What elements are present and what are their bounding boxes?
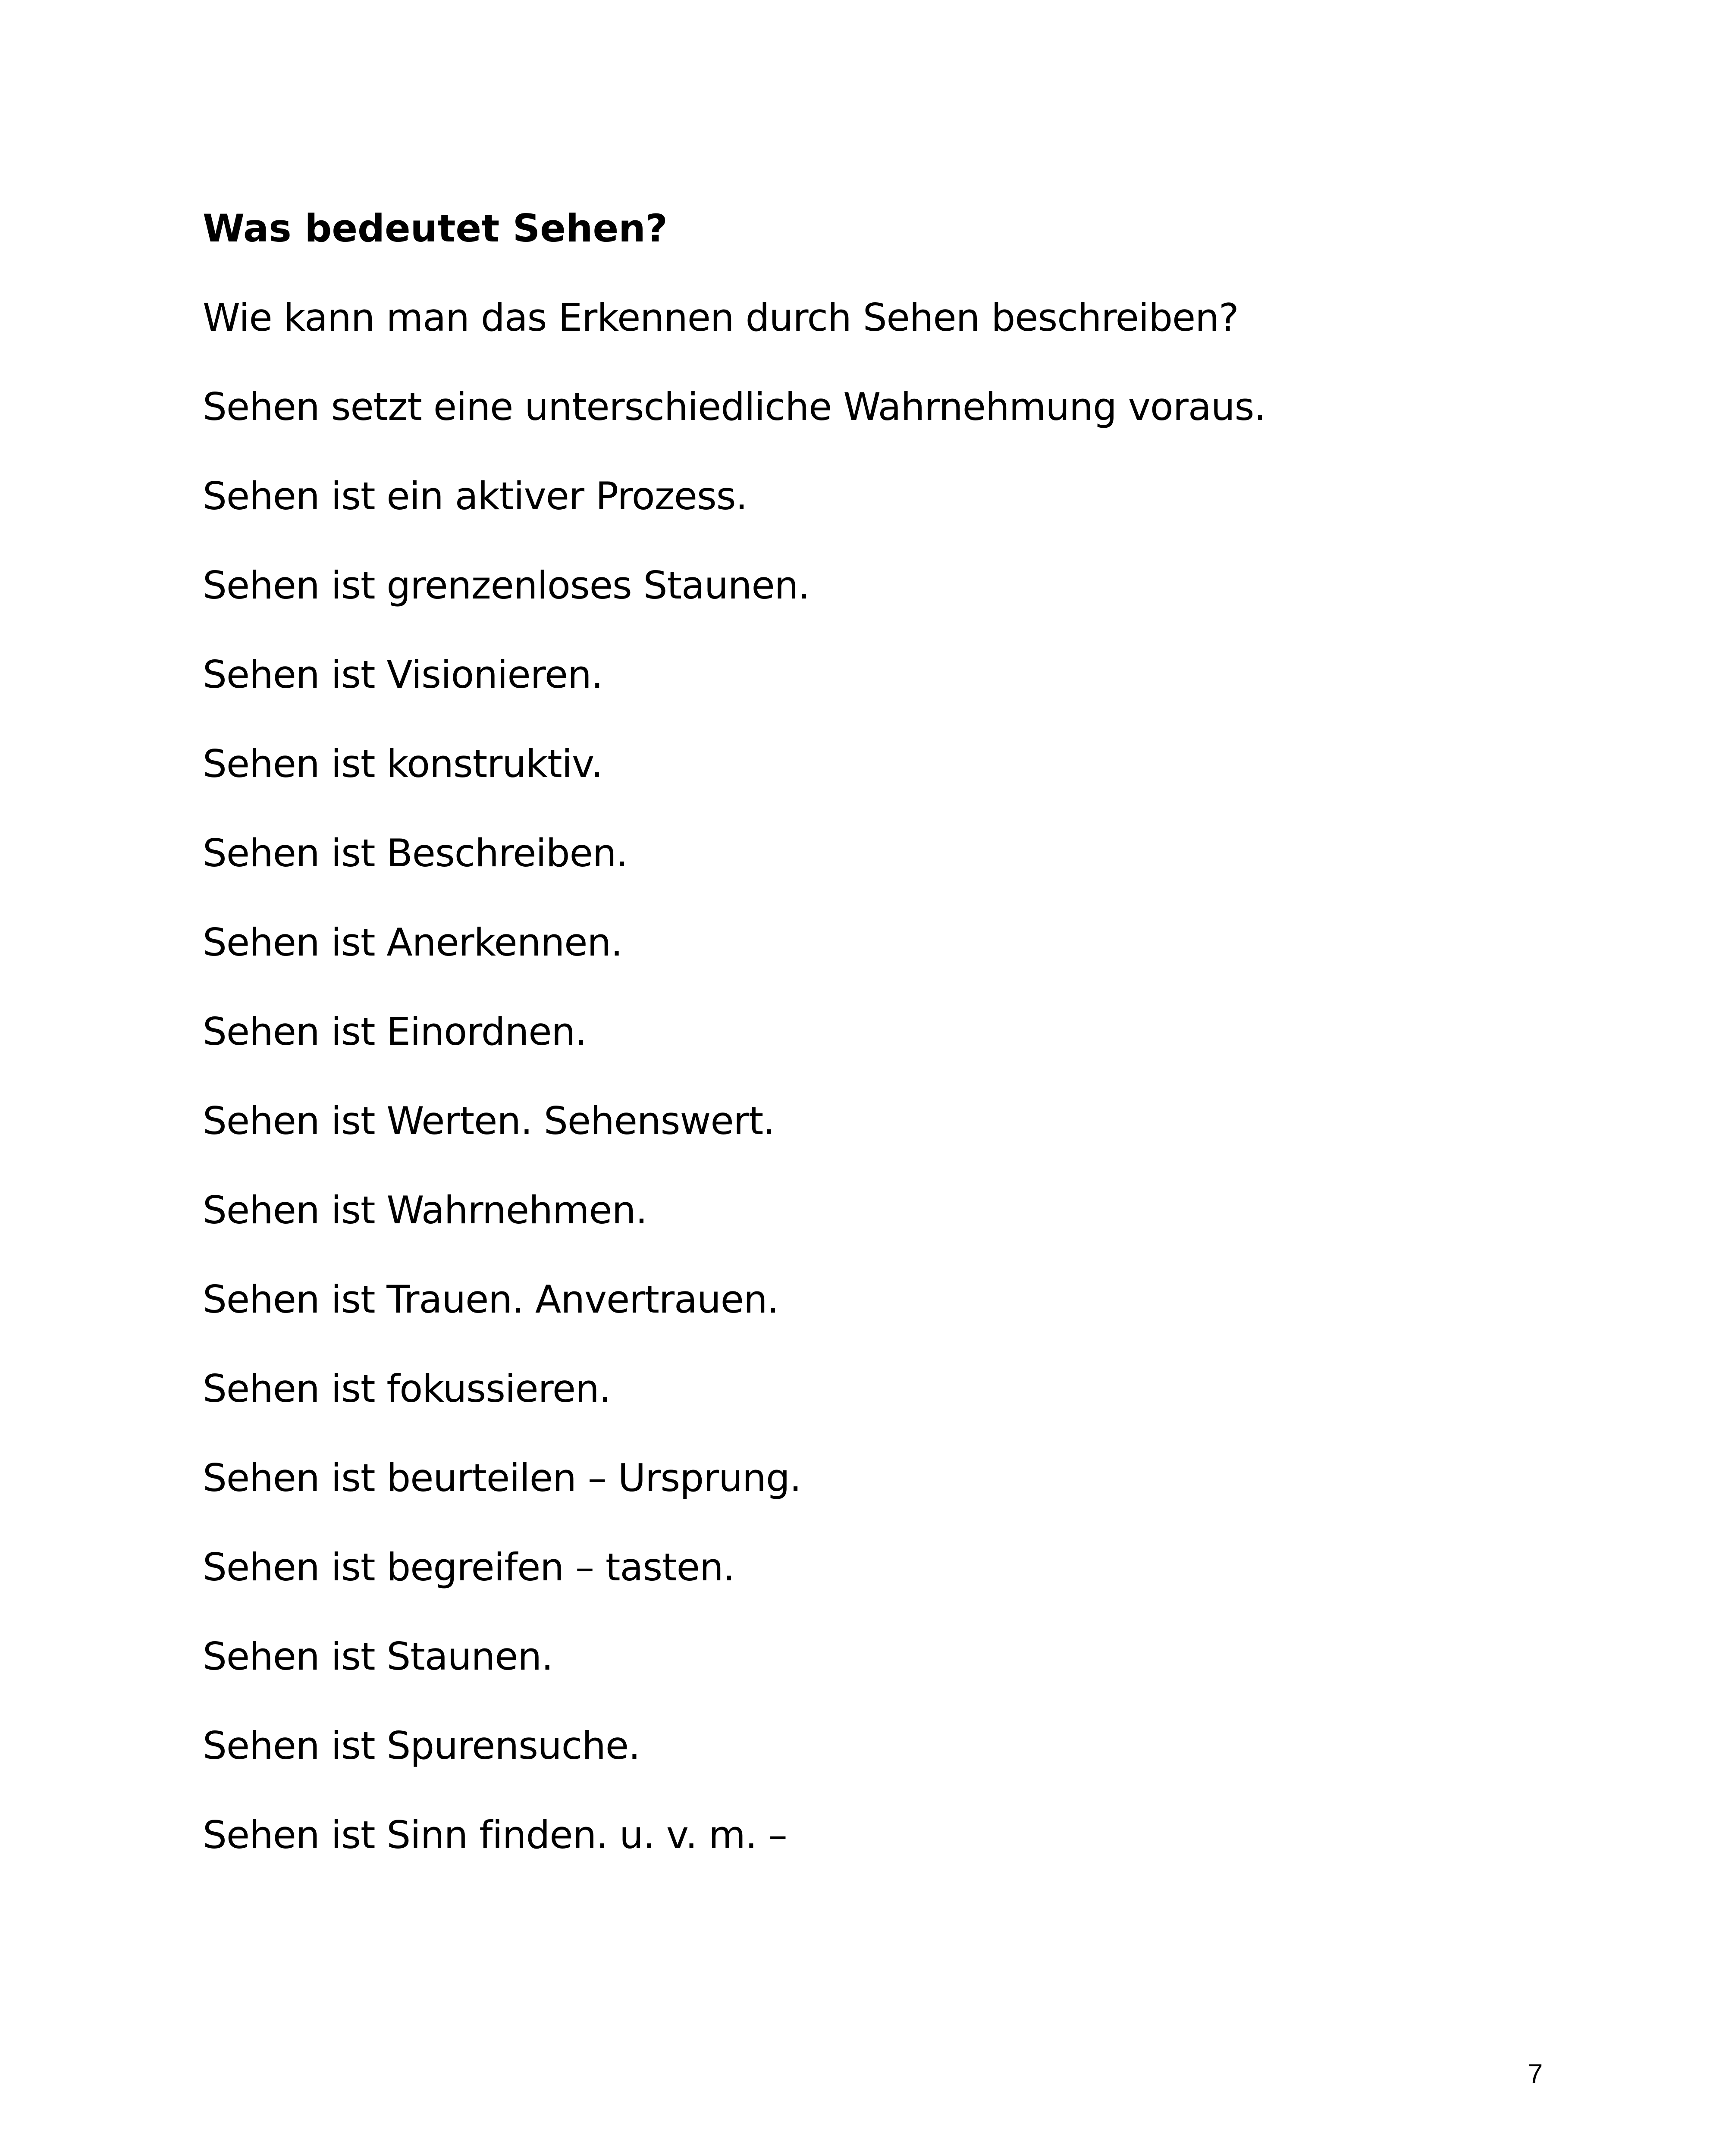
text-line: Sehen ist grenzenloses Staunen. [203, 563, 810, 608]
text-line: Sehen ist begreifen – tasten. [203, 1545, 735, 1589]
page-content [203, 203, 1583, 1861]
text-line: Sehen ist konstruktiv. [203, 742, 603, 786]
text-line: Sehen ist Spurensuche. [203, 1724, 640, 1768]
text-line: Sehen ist Werten. Sehenswert. [203, 1099, 775, 1143]
text-line: Sehen ist Staunen. [203, 1634, 553, 1679]
text-line: Sehen ist Einordnen. [203, 1009, 587, 1054]
text-line: Wie kann man das Erkennen durch Sehen beschreiben? [203, 295, 1239, 340]
text-lines [203, 292, 1583, 1861]
text-line: Sehen ist Anerkennen. [203, 920, 623, 965]
text-line: Sehen ist Trauen. Anvertrauen. [203, 1277, 779, 1322]
text-line: Sehen ist Sinn finden. u. v. m. – [203, 1813, 787, 1857]
text-line: Sehen ist Beschreiben. [203, 831, 628, 875]
text-line: Sehen ist beurteilen – Ursprung. [203, 1456, 801, 1500]
text-line: Sehen setzt eine unterschiedliche Wahrnehmung voraus. [203, 385, 1266, 429]
page-heading: Was bedeutet Sehen? [203, 206, 668, 251]
text-line: Sehen ist Visionieren. [203, 652, 603, 697]
page-number: 7 [1528, 2059, 1543, 2089]
text-line: Sehen ist Wahrnehmen. [203, 1188, 647, 1232]
text-line: Sehen ist ein aktiver Prozess. [203, 474, 747, 518]
text-line: Sehen ist fokussieren. [203, 1366, 611, 1411]
